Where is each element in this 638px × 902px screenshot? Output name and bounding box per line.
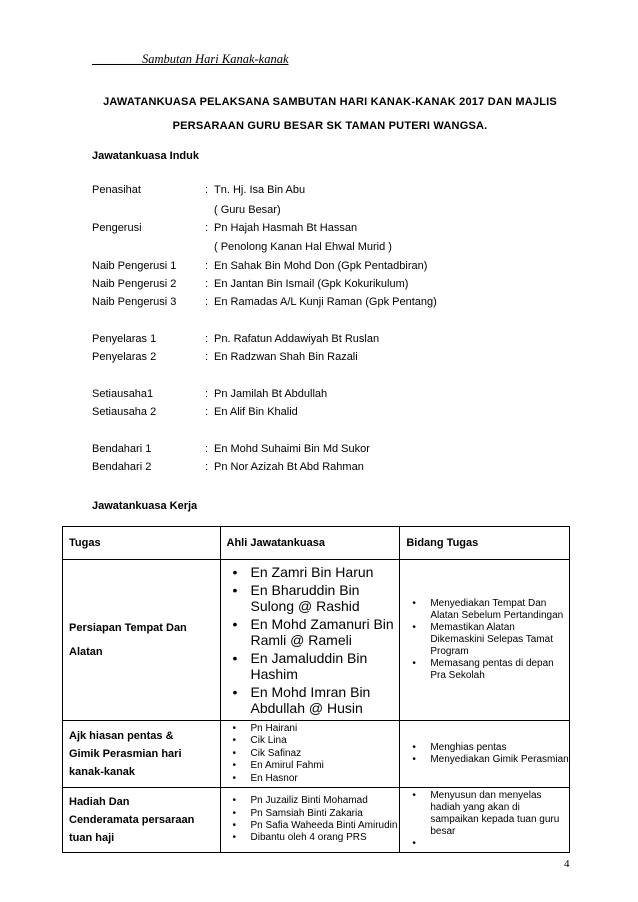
ahli-list [221, 560, 400, 720]
row-value: En Sahak Bin Mohd Don (Gpk Pentadbiran) [214, 260, 428, 272]
table-header-row [63, 527, 570, 560]
list-item: • Pn Samsiah Binti Zakaria [251, 808, 400, 820]
list-item: • Menghias pentas [430, 742, 569, 754]
tugas-line: Ajk hiasan pentas & [69, 730, 174, 743]
row-value: Pn Hajah Hasmah Bt Hassan [214, 222, 358, 234]
row-value: En Radzwan Shah Bin Razali [214, 351, 358, 363]
tugas-line: Gimik Perasmian hari [69, 748, 182, 761]
row-colon: : [205, 222, 209, 234]
induk-row-penasihat-note: ( Guru Besar) [214, 204, 281, 216]
column-header-bidang: Bidang Tugas [400, 527, 570, 560]
ahli-list [221, 793, 400, 847]
bidang-list [400, 740, 569, 768]
list-item: • Dibantu oleh 4 orang PRS [251, 832, 400, 844]
list-item: • Pn Hairani [251, 723, 400, 735]
ahli-list [221, 721, 400, 787]
row-label: Pengerusi [92, 222, 142, 234]
row-label: Bendahari 2 [92, 461, 152, 473]
row-colon: : [205, 260, 209, 272]
column-header-ahli: Ahli Jawatankuasa [220, 527, 400, 560]
list-item: • En Hasnor [251, 773, 400, 785]
row-colon: : [205, 388, 209, 400]
list-item: • Cik Lina [251, 735, 400, 747]
list-item: • Menyediakan Gimik Perasmian [430, 754, 569, 766]
row-label: Naib Pengerusi 1 [92, 260, 177, 272]
list-item: • Pn Safia Waheeda Binti Amirudin [251, 820, 400, 832]
list-item: • Menyediakan Tempat Dan Alatan Sebelum Pertandingan [430, 598, 569, 622]
ahli-cell [220, 788, 400, 853]
bidang-cell [400, 788, 570, 853]
list-item: • En Mohd Imran Bin Abdullah @ Husin [251, 684, 400, 716]
bidang-cell [400, 560, 570, 721]
bidang-list [400, 788, 569, 852]
row-label: Setiausaha 2 [92, 406, 157, 418]
row-colon: : [205, 406, 209, 418]
row-value: En Mohd Suhaimi Bin Md Sukor [214, 443, 370, 455]
row-colon: : [205, 184, 209, 196]
row-colon: : [205, 333, 209, 345]
row-value: En Jantan Bin Ismail (Gpk Kokurikulum) [214, 278, 409, 290]
table-row [63, 560, 570, 721]
row-label: Naib Pengerusi 2 [92, 278, 177, 290]
tugas-line: tuan haji [69, 832, 115, 845]
row-label: Bendahari 1 [92, 443, 152, 455]
row-value: Pn Nor Azizah Bt Abd Rahman [214, 461, 364, 473]
document-title-line-1: JAWATANKUASA PELAKSANA SAMBUTAN HARI KANAK-KANAK 2017 DAN MAJLIS [103, 96, 557, 108]
row-colon: : [205, 443, 209, 455]
running-header: ________Sambutan Hari Kanak-kanak [92, 52, 289, 66]
row-value: Pn. Rafatun Addawiyah Bt Ruslan [214, 333, 380, 345]
table-row [63, 721, 570, 788]
section-heading-induk: Jawatankuasa Induk [92, 150, 199, 162]
tugas-line: Hadiah Dan [69, 796, 130, 809]
list-item: • En Jamaluddin Bin Hashim [251, 650, 400, 682]
work-committee-table [62, 526, 570, 853]
induk-row-pengerusi-note: ( Penolong Kanan Hal Ehwal Murid ) [214, 241, 392, 253]
bidang-cell [400, 721, 570, 788]
page-number: 4 [564, 858, 570, 870]
row-value: Pn Jamilah Bt Abdullah [214, 388, 328, 400]
row-value: En Ramadas A/L Kunji Raman (Gpk Pentang) [214, 296, 437, 308]
row-label: Penyelaras 1 [92, 333, 157, 345]
list-item: • Menyusun dan menyelas hadiah yang akan di sampaikan kepada tuan guru besar [430, 790, 569, 838]
document-title-line-2: PERSARAAN GURU BESAR SK TAMAN PUTERI WANGSA. [172, 120, 488, 132]
tugas-line: kanak-kanak [69, 766, 136, 779]
row-value: Tn. Hj. Isa Bin Abu [214, 184, 306, 196]
tugas-cell [63, 721, 221, 788]
bidang-list [400, 596, 569, 684]
tugas-line: Alatan [69, 646, 103, 658]
table-row [63, 788, 570, 853]
tugas-line: Persiapan Tempat Dan [69, 622, 187, 634]
list-item: • Pn Juzailiz Binti Mohamad [251, 795, 400, 807]
ahli-cell [220, 560, 400, 721]
row-label: Naib Pengerusi 3 [92, 296, 177, 308]
ahli-cell [220, 721, 400, 788]
tugas-cell [63, 788, 221, 853]
tugas-cell [63, 560, 221, 721]
row-label: Penasihat [92, 184, 141, 196]
row-colon: : [205, 351, 209, 363]
list-item: • Memasang pentas di depan Pra Sekolah [430, 658, 569, 682]
row-colon: : [205, 296, 209, 308]
row-label: Setiausaha1 [92, 388, 154, 400]
list-item: • En Mohd Zamanuri Bin Ramli @ Rameli [251, 616, 400, 648]
row-colon: : [205, 278, 209, 290]
row-value: En Alif Bin Khalid [214, 406, 298, 418]
list-item: • En Bharuddin Bin Sulong @ Rashid [251, 582, 400, 614]
list-item: • En Amirul Fahmi [251, 760, 400, 772]
column-header-tugas: Tugas [63, 527, 221, 560]
section-heading-kerja: Jawatankuasa Kerja [92, 500, 198, 512]
tugas-line: Cenderamata persaraan [69, 814, 195, 827]
row-label: Penyelaras 2 [92, 351, 157, 363]
list-item [430, 838, 569, 850]
list-item: • En Zamri Bin Harun [251, 564, 400, 580]
row-colon: : [205, 461, 209, 473]
list-item: • Memastikan Alatan Dikemaskini Selepas Tamat Program [430, 622, 569, 658]
list-item: • Cik Safinaz [251, 748, 400, 760]
